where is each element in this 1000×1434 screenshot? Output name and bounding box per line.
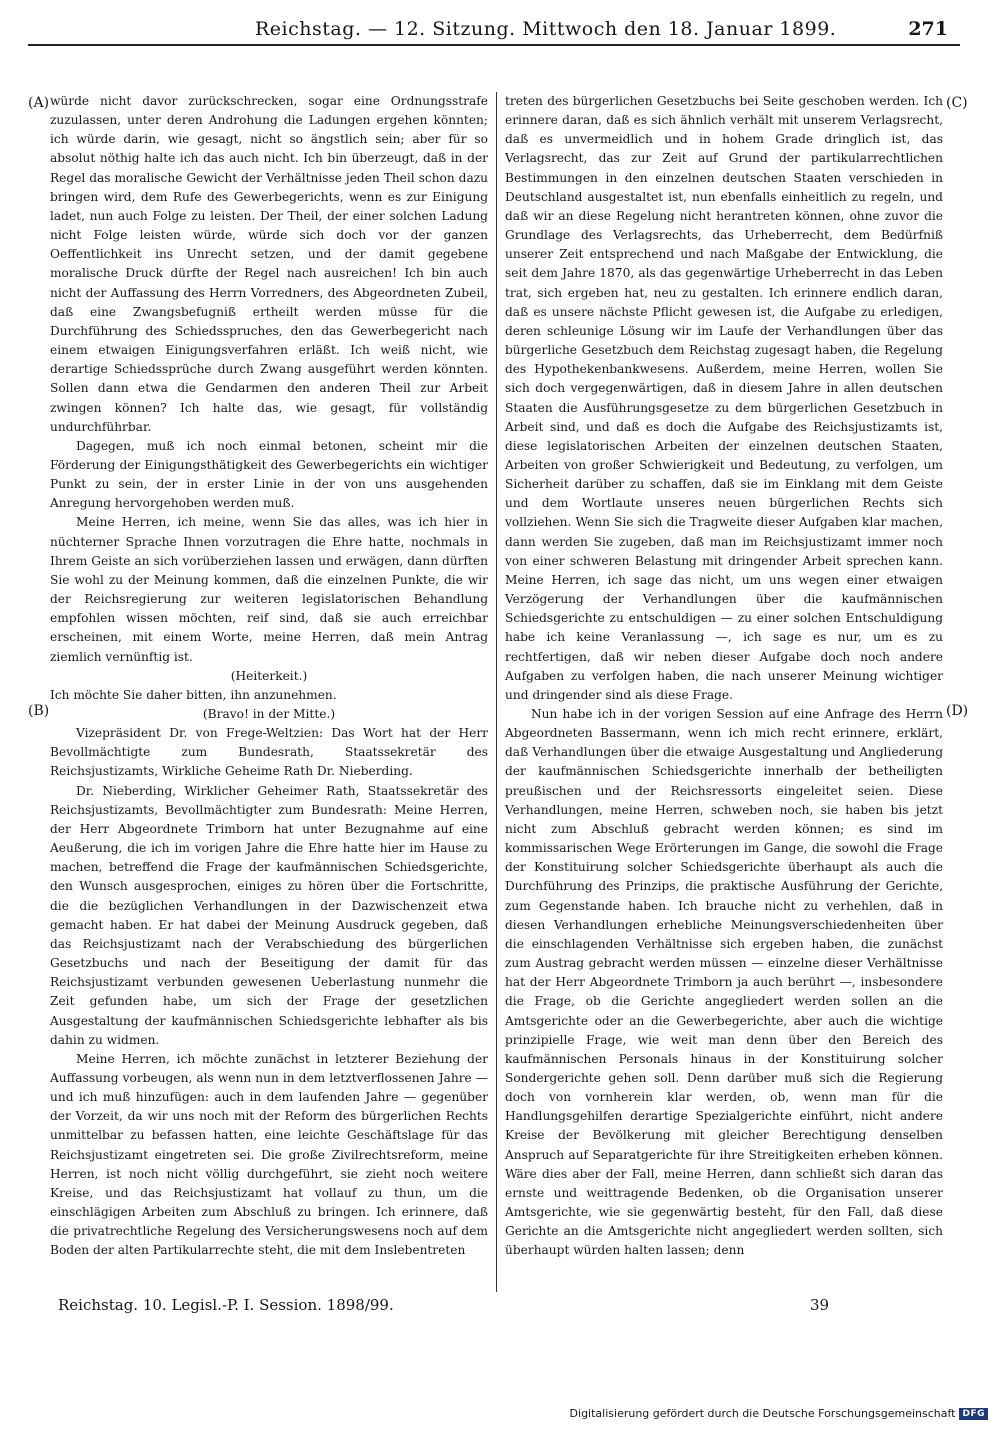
margin-marker-d: (D): [946, 703, 969, 719]
running-header: [200, 14, 960, 48]
left-text-column: [50, 92, 488, 1261]
margin-marker-c: (C): [946, 95, 968, 111]
dfg-logo-icon: DFG: [959, 1408, 988, 1420]
speaker-paragraph: Vizepräsident Dr. von Frege-Weltzien: Das Wort hat der Herr Bevollmächtigte zum Bundesrath, Staatssekretär des Reichsjustizamts, Wirkliche Geheime Rath Dr. Nieberding.: [50, 726, 488, 779]
paragraph: Meine Herren, ich meine, wenn Sie das alles, was ich hier in nüchterner Sprache Ihnen vorzutragen die Ehre hatte, nochmals in Ihrem Geiste an sich vorüberziehen lassen und erwägen, dann dürften Sie wohl zu der Meinung kommen, daß die einzelnen Punkte, die wir der Reichsregierung zur weiteren legislatorischen Behandlung empfohlen wissen möchten, reif sind, daß sie auch erreichbar erscheinen, mit einem Worte, meine Herren, daß mein Antrag ziemlich vernünftig ist.: [50, 515, 488, 664]
stage-direction: (Heiterkeit.): [230, 668, 308, 683]
paragraph: Nun habe ich in der vorigen Session auf eine Anfrage des Herrn Abgeordneten Bassermann, wenn ich mich recht erinnere, erklärt, daß Verhandlungen über die etwaige Ausgestaltung und Angliederung der kaufmännischen Schiedsgerichte innerhalb der betheiligten preußischen und der Reichsressorts eingeleitet seien. Diese Verhandlungen, meine Herren, schweben noch, sie haben bis jetzt nicht zum Abschluß gebracht werden können; es sind im kommissarischen Wege Erörterungen im Gange, die sowohl die Frage der Konstituirung solcher Schiedsgerichte überhaupt als auch die Durchführung des Prinzips, die praktische Ausführung der Gerichte, zum Gegenstande haben. Ich brauche nicht zu verhehlen, daß in diesen Verhandlungen erhebliche Meinungsverschiedenheiten über die einschlagenden Verhältnisse sich ergeben haben, die zunächst zum Austrag gebracht werden müssen — einzelne dieser Verhältnisse hat der Herr Abgeordnete Trimborn ja auch berührt —, insbesondere die Frage, ob die Gerichte angegliedert werden sollen an die Amtsgerichte oder an die Gewerbegerichte, aber auch die wichtige prinzipielle Frage, wie weit man denn über den Bereich des kaufmännischen Personals hinaus in der Konstituirung solcher Sondergerichte gehen soll. Denn darüber muß sich die Regierung doch von vornherein klar werden, ob, wenn man für die Handlungsgehilfen derartige Spezialgerichte einführt, nicht andere Kreise der Bevölkerung mit gleicher Berechtigung denselben Anspruch auf Separatgerichte für ihre Streitigkeiten erheben können. Wäre dies aber der Fall, meine Herren, dann schließt sich daran das ernste und weittragende Bedenken, ob die Organisation unserer Amtsgerichte, wie sie gegenwärtig besteht, für den Fall, daß diese Gerichte an die Amtsgerichte nicht angegliedert werden sollten, sich überhaupt würden halten lassen; denn: [505, 707, 943, 1258]
paragraph: treten des bürgerlichen Gesetzbuchs bei Seite geschoben werden. Ich erinnere daran, daß es sich ähnlich verhält mit unserem Verlagsrecht, daß es unvermeidlich und in hohem Grade dringlich ist, das Verlagsrecht, das zur Zeit auf Grund der partikularrechtlichen Bestimmungen in den einzelnen deutschen Staaten verschieden in Deutschland ausgestaltet ist, nun ebenfalls einheitlich zu regeln, und daß wir an diese Regelung nicht herantreten können, ohne zuvor die Grundlage des Verlagsrechts, das Urheberrecht, dem Bedürfniß unserer Zeit entsprechend und nach Maßgabe der Entwicklung, die seit dem Jahre 1870, als das gegenwärtige Urheberrecht in das Leben trat, sich ergeben hat, neu zu gestalten. Ich erinnere endlich daran, daß es unsere nächste Pflicht gewesen ist, die Aufgabe zu erledigen, deren schleunige Lösung wir im Laufe der Verhandlungen über das bürgerliche Gesetzbuch dem Reichstag zugesagt haben, die Regelung des Hypothekenbankwesens. Außerdem, meine Herren, wollen Sie sich doch vergegenwärtigen, daß in diesem Jahre in allen deutschen Staaten die Ausführungsgesetze zu dem bürgerlichen Gesetzbuch in Arbeit sind, und daß es doch die Aufgabe des Reichsjustizamts ist, diese legislatorischen Arbeiten der einzelnen deutschen Staaten, Arbeiten von großer Schwierigkeit und Bedeutung, zu verfolgen, um Sicherheit darüber zu schaffen, daß sie im Einklang mit dem Geiste und dem Wortlaute unseres neuen bürgerlichen Rechts sich vollziehen. Wenn Sie sich die Tragweite dieser Aufgaben klar machen, dann werden Sie zugeben, daß man im Reichsjustizamt immer noch von einer schweren Belastung mit dringender Arbeit sprechen kann. Meine Herren, ich sage das nicht, um uns wegen einer etwaigen Verzögerung der Verhandlungen über die kaufmännischen Schiedsgerichte zu entschuldigen — zu einer solchen Entschuldigung habe ich keine Veranlassung —, ich sage es nur, um es zu rechtfertigen, daß wir neben dieser Aufgabe doch noch andere Aufgaben zu verfolgen haben, die nach unserer Meinung wichtiger und dringender sind als diese Frage.: [505, 94, 943, 702]
digitization-note: [570, 1407, 988, 1420]
paragraph: Meine Herren, ich möchte zunächst in letzterer Beziehung der Auffassung vorbeugen, als wenn nun in dem letztverflossenen Jahre — und ich muß hinzufügen: auch in dem laufenden Jahre — gegenüber der Vorzeit, da wir uns noch mit der Reform des bürgerlichen Rechts unmittelbar zu befassen hatten, eine leichte Geschäftslage für das Reichsjustizamt eingetreten sei. Die große Zivilrechtsreform, meine Herren, ist noch nicht völlig durchgeführt, sie zieht noch weitere Kreise, und das Reichsjustizamt hat vollauf zu thun, um die einschlägigen Arbeiten zum Abschluß zu bringen. Ich erinnere, daß die privatrechtliche Regelung des Versicherungswesens noch auf dem Boden der alten Partikularrechte steht, die mit dem Inslebentreten: [50, 1051, 488, 1258]
margin-marker-b: (B): [28, 703, 50, 719]
column-divider: [496, 92, 497, 1292]
paragraph: würde nicht davor zurückschrecken, sogar eine Ordnungsstrafe zuzulassen, unter deren Androhung die Ladungen ergehen könnten; ich würde darin, wie gesagt, nicht so ängstlich sein; aber für so absolut nöthig halte ich das auch nicht. Ich bin überzeugt, daß in der Regel das moralische Gewicht der Verhältnisse jeden Theil schon dazu bringen wird, dem Rufe des Gewerbegerichts, wenn es zur Einigung ladet, nun auch Folge zu leisten. Der Theil, der einer solchen Ladung nicht Folge leisten würde, würde sich doch vor der ganzen Oeffentlichkeit ins Unrecht setzen, und der damit gegebene moralische Druck dürfte der Regel nach ausreichen! Ich bin auch nicht der Auffassung des Herrn Vorredners, des Abgeordneten Zubeil, daß eine Zwangsbefugniß ertheilt werden müsse für die Durchführung des Schiedsspruches, den das Gewerbegericht nach einem etwaigen Einigungsverfahren erläßt. Ich weiß nicht, wie derartige Schiedssprüche durch Zwang ausgeführt werden könnten. Sollen dann etwa die Gendarmen den anderen Theil zur Arbeit zwingen können? Ich halte das, wie gesagt, für vollständig undurchführbar.: [50, 94, 488, 434]
paragraph: Ich möchte Sie daher bitten, ihn anzunehmen.: [50, 687, 337, 702]
paragraph: Dagegen, muß ich noch einmal betonen, scheint mir die Förderung der Einigungsthätigkeit des Gewerbegerichts ein wichtiger Punkt zu sein, der in erster Linie in der von uns ausgehenden Anregung hervorgehoben werden muß.: [50, 438, 488, 511]
footer-publication-info: Reichstag. 10. Legisl.-P. I. Session. 1898/99.: [58, 1296, 394, 1314]
margin-marker-a: (A): [28, 95, 50, 111]
header-rule: [28, 44, 960, 46]
page-number: 271: [908, 18, 948, 40]
stage-direction: (Bravo! in der Mitte.): [202, 707, 336, 721]
speaker-paragraph: Dr. Nieberding, Wirklicher Geheimer Rath, Staatssekretär des Reichsjustizamts, Bevollmächtigter zum Bundesrath: Meine Herren, der Herr Abgeordnete Trimborn hat unter Bezugnahme auf eine Aeußerung, die ich im vorigen Jahre die Ehre hatte hier im Hause zu machen, betreffend die Frage der kaufmännischen Schiedsgerichte, den Wunsch ausgesprochen, einiges zu hören über die Fortschritte, die die bezüglichen Verhandlungen in der Dazwischenzeit etwa gemacht haben. Er hat dabei der Meinung Ausdruck gegeben, daß das Reichsjustizamt nach der Verabschiedung des bürgerlichen Gesetzbuchs und nach der Beseitigung der damit für das Reichsjustizamt verbunden gewesenen Ueberlastung nunmehr die Zeit gefunden habe, um sich der Frage der gesetzlichen Ausgestaltung der kaufmännischen Schiedsgerichte lebhafter als bis dahin zu widmen.: [50, 783, 488, 1047]
running-title: Reichstag. — 12. Sitzung. Mittwoch den 18. Januar 1899.: [255, 18, 837, 40]
footer-signature-mark: 39: [810, 1296, 830, 1314]
right-text-column: [505, 92, 943, 1261]
digitization-note-text: Digitalisierung gefördert durch die Deutsche Forschungsgemeinschaft: [569, 1407, 956, 1420]
